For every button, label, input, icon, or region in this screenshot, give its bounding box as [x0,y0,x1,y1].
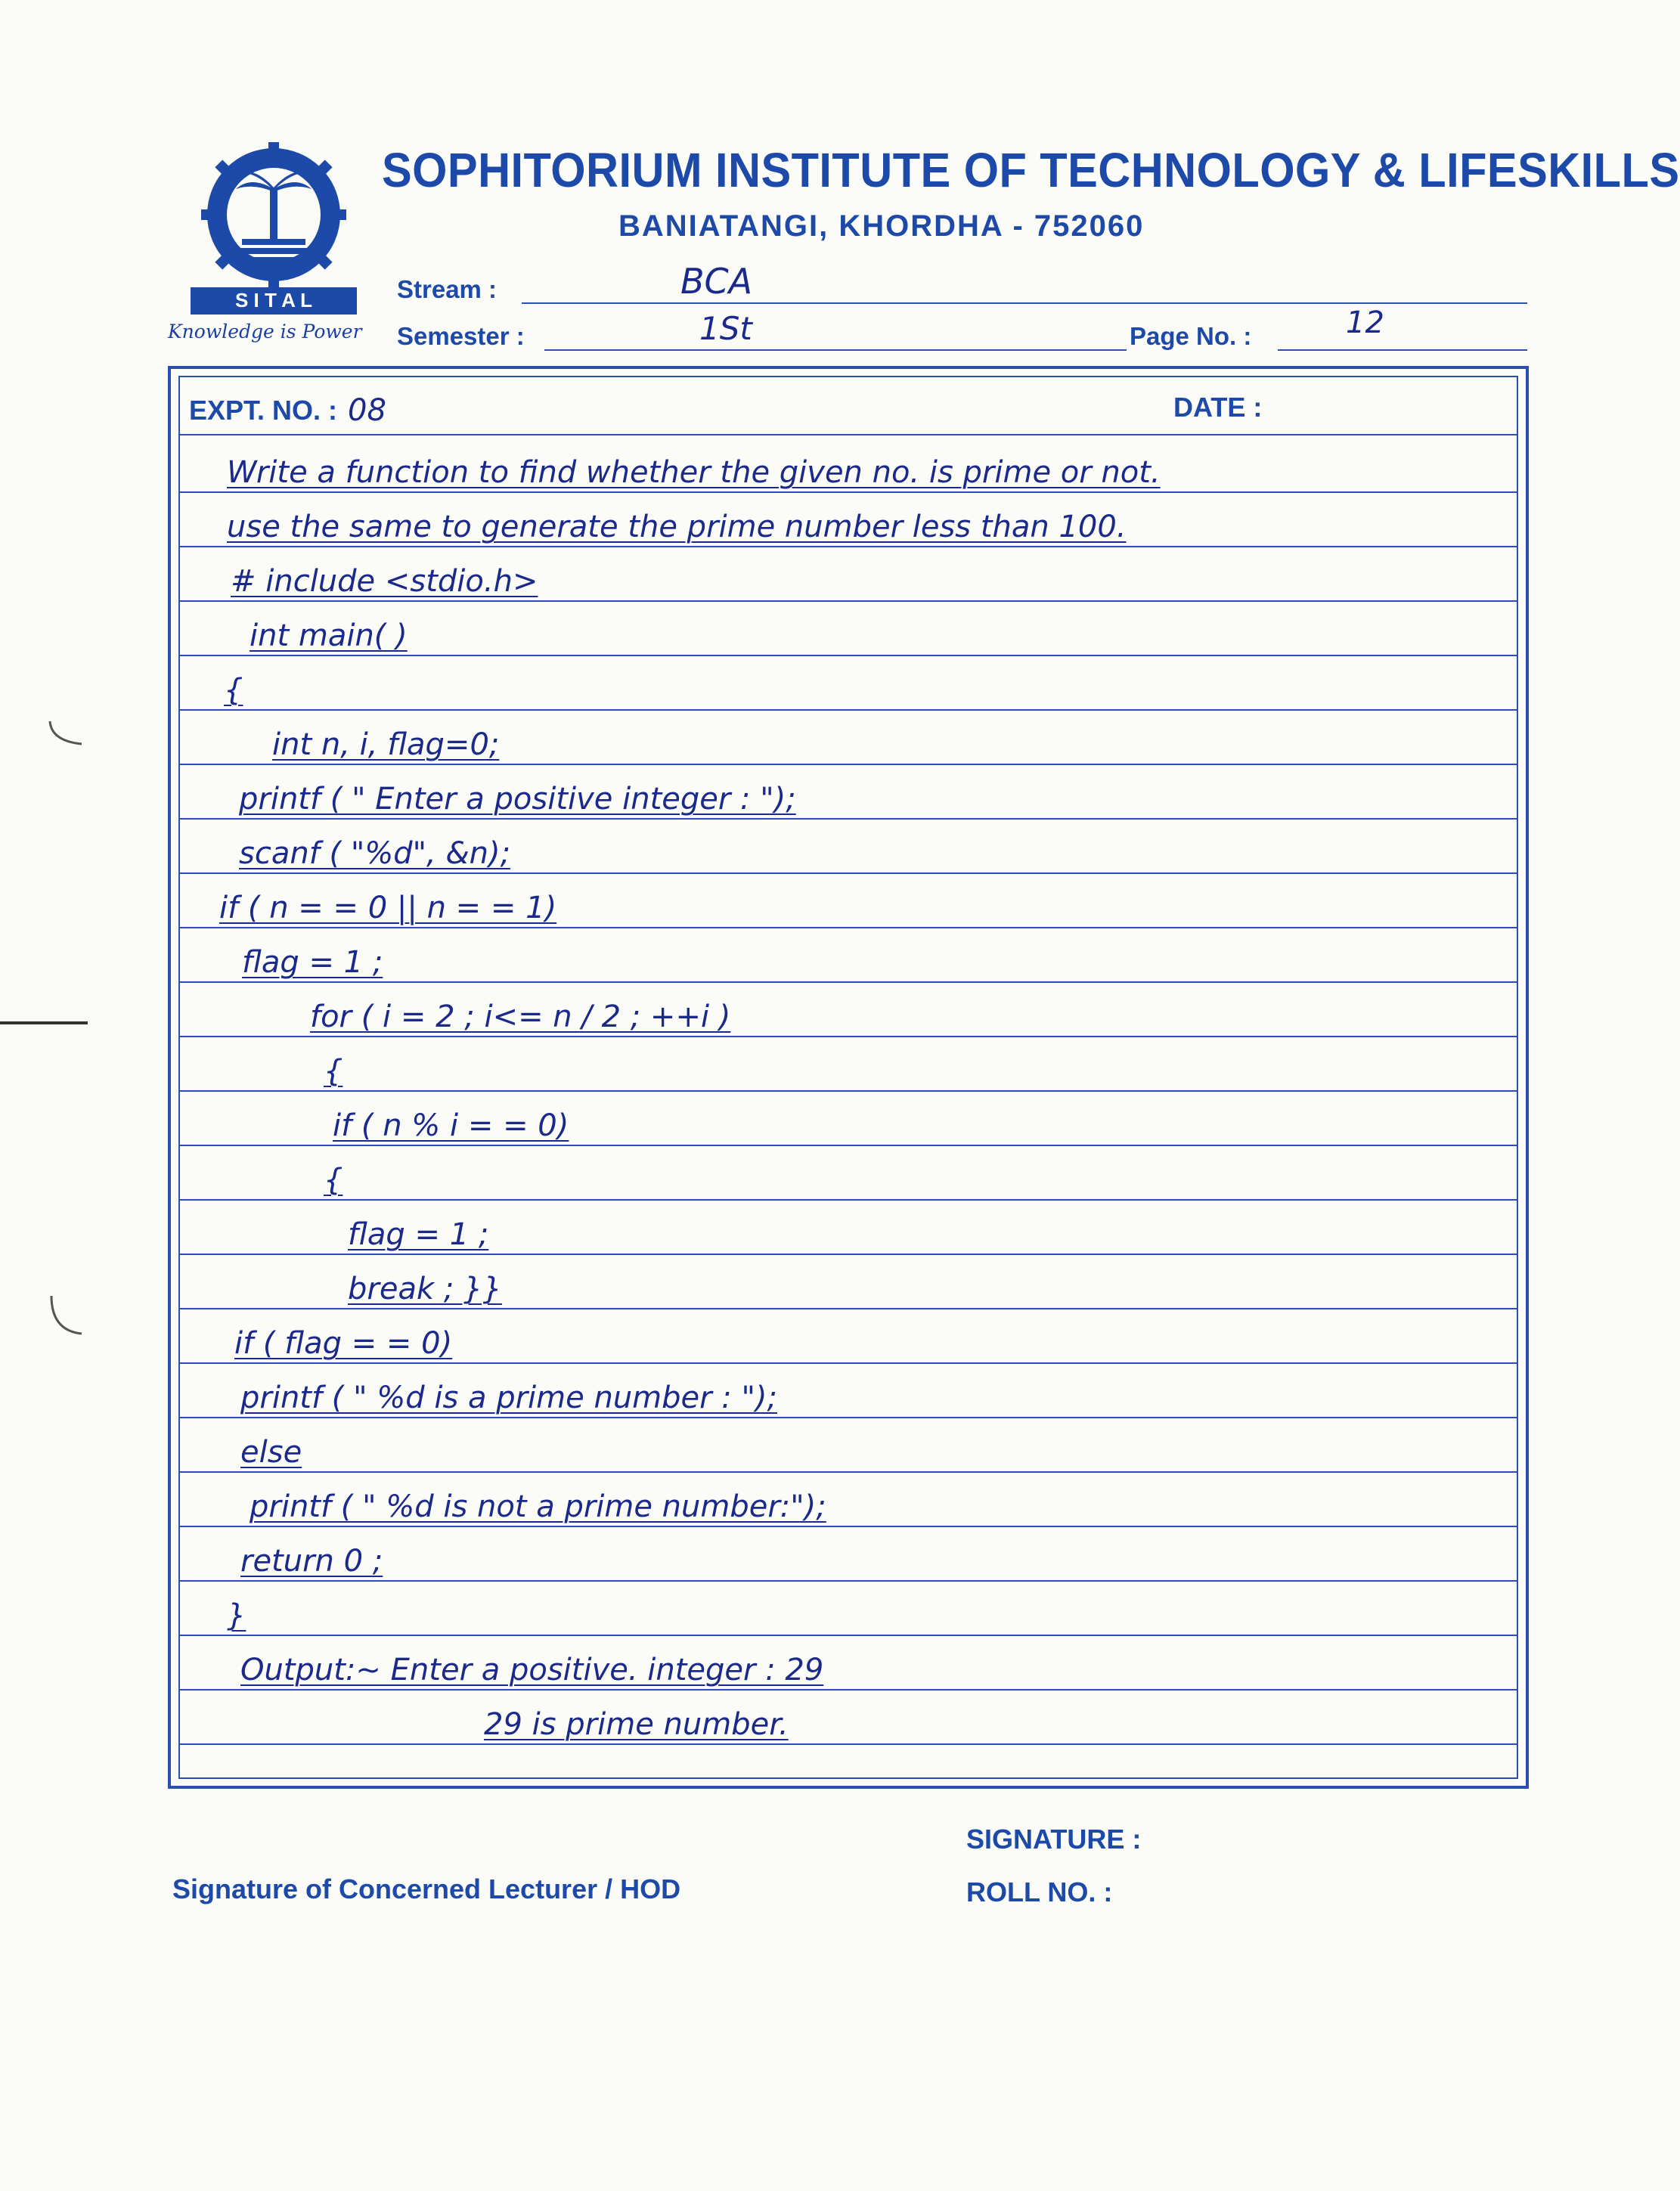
handwritten-line: break ; }} [348,1272,502,1306]
ruled-line [178,1743,1518,1745]
ruled-line [178,655,1518,656]
handwritten-line: use the same to generate the prime number less than 100. [227,510,1127,544]
handwritten-line: else [240,1435,302,1470]
semester-rule [544,349,1127,351]
ruled-line [178,872,1518,874]
ruled-line [178,1254,1518,1255]
ruled-line [178,1199,1518,1201]
ruled-line [178,1471,1518,1473]
handwritten-line: printf ( " %d is a prime number : "); [240,1381,777,1415]
ruled-line [178,709,1518,711]
motto: Knowledge is Power [168,321,362,342]
handwritten-line: if ( flag = = 0) [234,1326,453,1361]
ruled-line [178,1689,1518,1691]
logo-letters: S I T A L [234,289,313,311]
handwritten-line: 29 is prime number. [484,1707,789,1742]
margin-mark [44,718,89,752]
ruled-line [178,1362,1518,1364]
handwritten-line: if ( n % i = = 0) [333,1108,569,1143]
roll-no-label: ROLL NO. : [966,1876,1113,1907]
stream-rule [522,302,1527,304]
page-no-label: Page No. : [1130,322,1252,350]
ruled-line [178,1417,1518,1418]
handwritten-line: flag = 1 ; [348,1217,489,1252]
handwritten-line: if ( n = = 0 || n = = 1) [219,891,557,925]
ruled-line [178,927,1518,928]
institute-name: SOPHITORIUM INSTITUTE OF TECHNOLOGY & LIFESKILLS [382,143,1680,197]
semester-value: 1St [699,310,752,347]
handwritten-line: } [227,1598,246,1633]
ruled-line [178,1145,1518,1146]
lecturer-signature-label: Signature of Concerned Lecturer / HOD [172,1873,681,1904]
date-label: DATE : [1173,392,1263,423]
ruled-line [178,1308,1518,1309]
handwritten-line: scanf ( "%d", &n); [239,836,511,871]
ruled-line [178,600,1518,602]
handwritten-line: { [324,1054,343,1089]
page-no-value: 12 [1346,305,1384,340]
ruled-line [178,818,1518,820]
stream-value: BCA [680,261,753,302]
handwritten-line: { [324,1163,343,1198]
ruled-line [178,764,1518,765]
margin-mark [47,1293,92,1342]
margin-mark [0,1018,91,1031]
handwritten-line: return 0 ; [240,1544,383,1579]
handwritten-line: int main( ) [250,618,408,653]
handwritten-line: int n, i, flag=0; [272,727,500,762]
handwritten-line: printf ( " Enter a positive integer : "); [239,782,796,817]
handwritten-line: Write a function to find whether the given no. is prime or not. [227,455,1161,490]
handwritten-line: printf ( " %d is not a prime number:"); [250,1489,826,1524]
handwritten-line: flag = 1 ; [242,945,383,980]
ruled-line [178,1036,1518,1037]
signature-label: SIGNATURE : [966,1824,1142,1855]
ruled-line [178,981,1518,983]
institute-logo [178,142,369,318]
handwritten-line: { [224,673,243,708]
ruled-line [178,1580,1518,1582]
handwritten-line: for ( i = 2 ; i<= n / 2 ; ++i ) [310,999,731,1034]
expt-no-value: 08 [348,393,386,428]
semester-label: Semester : [397,322,525,350]
expt-no-label: EXPT. NO. : [189,395,338,426]
handwritten-line: # include <stdio.h> [231,564,538,599]
ruled-line [178,1090,1518,1092]
institute-address: BANIATANGI, KHORDHA - 752060 [618,209,1145,243]
stream-label: Stream : [397,275,497,303]
ruled-line [178,434,1518,435]
ruled-line [178,546,1518,547]
ruled-line [178,491,1518,493]
ruled-line [178,1635,1518,1636]
page-no-rule [1278,349,1527,351]
ruled-line [178,1526,1518,1527]
handwritten-line: Output:~ Enter a positive. integer : 29 [240,1653,824,1687]
